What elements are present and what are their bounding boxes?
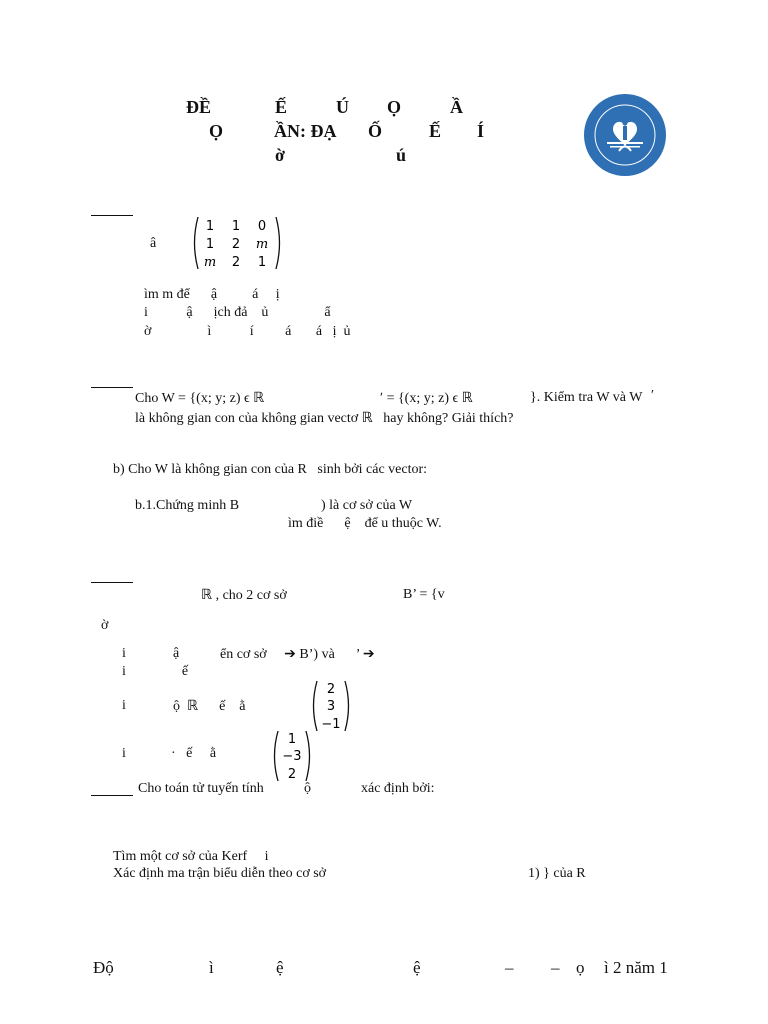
q1-matrix-cell: m [203,255,217,270]
q1-item-a: ìm m để ậ á ị [144,287,280,302]
q3-vector1-entry: 3 [326,699,336,714]
q3-item1-line2: i ế [122,664,189,679]
q4-part-b: Xác định ma trận biểu diễn theo cơ sở [113,866,327,881]
q1-item-b: i ậ ịch đả ủ ẩ [144,305,331,320]
q2-line1-part3: }. Kiểm tra W và W [530,390,643,405]
q1-matrix-cell: 1 [231,219,241,234]
q1-matrix-cell: m [255,237,269,252]
q2-b2: ìm điề ệ để u thuộc W. [288,516,442,531]
q4-part-a: Tìm một cơ sở của Kerf i [113,849,269,864]
title-line1-word4: Ọ [387,97,402,117]
footer-word4: ệ [413,958,421,977]
q2-line1-prime: ′ [651,388,655,403]
title-line1-word5: Ầ [450,97,463,117]
footer-dash1: – [505,958,514,977]
q3-vector1 [311,679,351,738]
footer-dash2: – [551,958,560,977]
question3-underline [91,582,133,583]
q2-line1-part2: ʹ = {(x; y; z) ϵ ℝ [380,391,473,406]
title-line1-word3: Ú [336,97,349,117]
q3-vector2-entry: −3 [282,749,302,764]
footer-word3: ệ [276,958,284,977]
q1-matrix [192,215,282,276]
q4-line1-part3: xác định bởi: [361,781,435,796]
q3-line1-part2: B’ = {v [403,587,445,602]
q3-item2-text: ộ ℝ ế ằ [173,699,246,714]
question2-underline [91,387,133,388]
footer-word6: ì 2 năm 1 [604,958,668,977]
question1-underline [91,215,133,216]
title-line2-word5: Í [477,121,485,141]
q1-item-c: ờ ì í á á ị ủ [144,324,351,339]
title-line1-word1: ĐỀ [186,97,212,117]
title-line2-word2: ẦN: ĐẠ [274,121,337,141]
q2-part-b: b) Cho W là không gian con của R sinh bởi các vector: [113,462,428,477]
q3-line1-part1: ℝ , cho 2 cơ sở [201,588,287,603]
q2-b1-part2: ) là cơ sở của W [321,498,413,513]
q3-line2: ờ [101,618,109,633]
q1-matrix-cell: 1 [205,219,215,234]
q1-matrix-cell: 1 [257,255,267,270]
q3-item1-text: ển cơ sở ➔ B’) và ’ ➔ [220,647,375,662]
q2-line2: là không gian con của không gian vectơ ℝ hay không? Giải thích? [135,411,514,426]
title-line3-word1: ờ [275,145,285,165]
q3-item1-marker: i [122,646,126,661]
q1-matrix-cell: 2 [231,255,241,270]
q1-matrix-cell: 1 [205,237,215,252]
q4-line1-part2: ộ [304,781,311,796]
title-line3-word2: ú [396,145,407,165]
q3-vector1-entry: 2 [326,682,336,697]
question4-underline [91,795,133,796]
footer-word2: ì [209,958,214,977]
title-line2-word3: Ố [368,121,383,141]
title-line2-word4: Ế [429,121,442,141]
q4-line1-part1: Cho toán tử tuyến tính [138,781,264,796]
title-line2-word1: Ọ [209,121,224,141]
q3-item2-marker: i [122,698,126,713]
q3-vector1-entry: −1 [321,717,341,732]
q2-line1-part1: Cho W = {(x; y; z) ϵ ℝ [135,391,265,406]
q3-item3-text: · ế ằ [171,746,217,761]
q1-matrix-cell: 0 [257,219,267,234]
q4-part-b-end: 1) } của R [528,866,586,881]
footer-word1: Độ [93,958,114,977]
q3-item3-marker: i [122,746,126,761]
q1-matrix-cell: 2 [231,237,241,252]
footer-word5: ọ [576,958,585,977]
q3-vector2-entry: 1 [287,732,297,747]
q1-label: â [150,236,157,251]
q3-vector2 [272,729,312,788]
title-line1-word2: Ế [275,97,288,117]
q3-vector2-entry: 2 [287,767,297,782]
faculty-logo [583,93,667,177]
q3-item1-word: ậ [173,646,180,661]
q2-b1-part1: b.1.Chứng minh B [135,498,240,513]
